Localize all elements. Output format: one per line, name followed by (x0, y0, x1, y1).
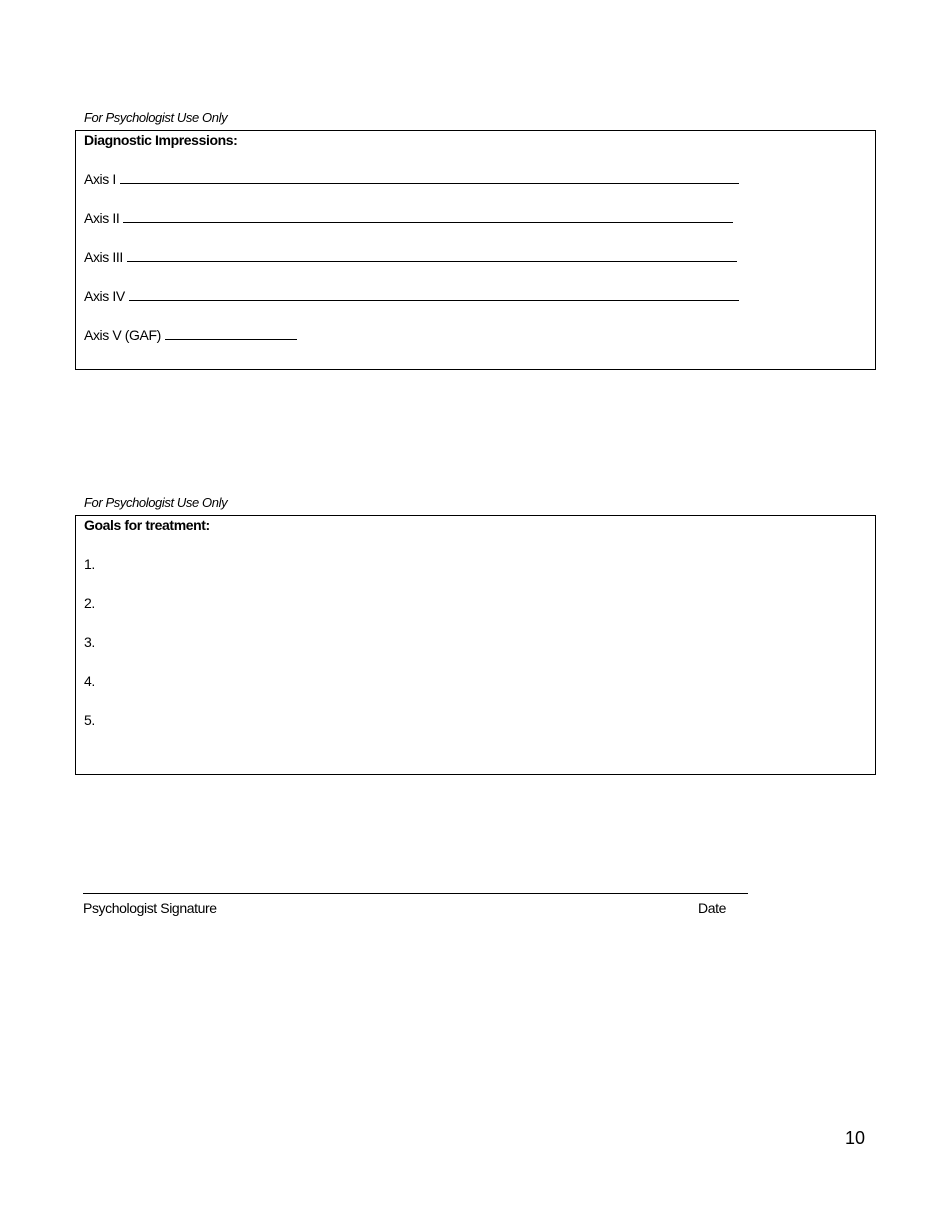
field-label: Axis II (84, 210, 120, 226)
signature-line[interactable] (83, 893, 748, 894)
section-heading: Goals for treatment: (84, 517, 210, 533)
usage-note: For Psychologist Use Only (84, 110, 228, 125)
axis-iv-field[interactable] (84, 288, 739, 304)
diagnostic-impressions-box (75, 130, 876, 370)
field-label: Axis I (84, 171, 116, 187)
axis-ii-field[interactable] (84, 210, 733, 226)
blank-line[interactable] (129, 299, 739, 301)
goal-item: 4. (84, 673, 95, 689)
signature-label: Psychologist Signature (83, 900, 217, 916)
goal-item: 3. (84, 634, 95, 650)
blank-line[interactable] (120, 182, 739, 184)
section-heading: Diagnostic Impressions: (84, 132, 238, 148)
goals-for-treatment-box (75, 515, 876, 775)
date-label: Date (698, 900, 726, 916)
blank-line[interactable] (127, 260, 737, 262)
blank-line[interactable] (123, 221, 733, 223)
goal-item: 1. (84, 556, 95, 572)
blank-line[interactable] (165, 338, 297, 340)
axis-iii-field[interactable] (84, 249, 737, 265)
field-label: Axis IV (84, 288, 125, 304)
axis-i-field[interactable] (84, 171, 739, 187)
axis-v-gaf-field[interactable] (84, 327, 297, 343)
page-number: 10 (845, 1128, 866, 1148)
goal-item: 5. (84, 712, 95, 728)
field-label: Axis V (GAF) (84, 327, 161, 343)
field-label: Axis III (84, 249, 123, 265)
usage-note: For Psychologist Use Only (84, 495, 228, 510)
goal-item: 2. (84, 595, 95, 611)
